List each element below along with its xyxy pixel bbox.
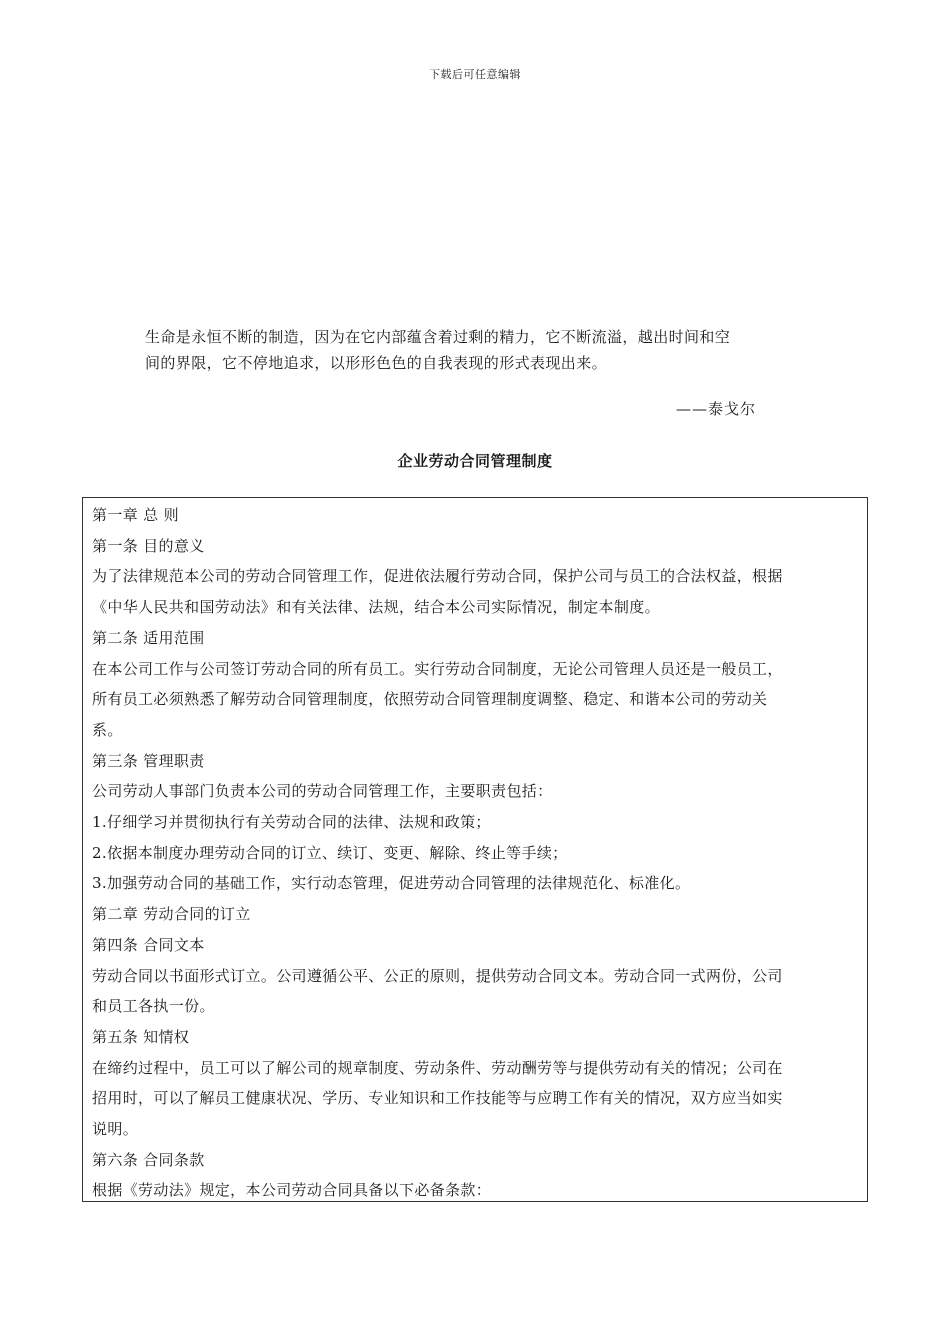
paragraph-line: 为了法律规范本公司的劳动合同管理工作，促进依法履行劳动合同，保护公司与员工的合法权益，根据 bbox=[92, 567, 783, 586]
article-heading: 第二条 适用范围 bbox=[92, 628, 205, 647]
document-title: 企业劳动合同管理制度 bbox=[397, 452, 553, 470]
document-content-box bbox=[82, 497, 868, 1202]
quote-block bbox=[145, 324, 810, 376]
quote-line: 间的界限，它不停地追求，以形形色色的自我表现的形式表现出来。 bbox=[145, 354, 608, 372]
article-heading: 第四条 合同文本 bbox=[92, 935, 205, 954]
paragraph-line: 在缔约过程中，员工可以了解公司的规章制度、劳动条件、劳动酬劳等与提供劳动有关的情况；公司在 bbox=[92, 1058, 783, 1077]
paragraph-line: 根据《劳动法》规定，本公司劳动合同具备以下必备条款： bbox=[92, 1181, 492, 1200]
chapter-heading: 第一章 总 则 bbox=[92, 506, 179, 524]
chapter-heading: 第二章 劳动合同的订立 bbox=[92, 905, 251, 924]
paragraph-line: 系。 bbox=[92, 720, 123, 739]
article-heading: 第一条 目的意义 bbox=[92, 536, 205, 555]
article-heading: 第六条 合同条款 bbox=[92, 1150, 205, 1169]
paragraph-line: 在本公司工作与公司签订劳动合同的所有员工。实行劳动合同制度，无论公司管理人员还是一般员工， bbox=[92, 659, 783, 678]
paragraph-line: 公司劳动人事部门负责本公司的劳动合同管理工作，主要职责包括： bbox=[92, 782, 553, 801]
list-item: 2.依据本制度办理劳动合同的订立、续订、变更、解除、终止等手续； bbox=[92, 843, 568, 862]
quote-attribution: ——泰戈尔 bbox=[676, 400, 757, 418]
paragraph-line: 和员工各执一份。 bbox=[92, 997, 215, 1016]
header-note: 下载后可任意编辑 bbox=[429, 68, 521, 81]
paragraph-line: 《中华人民共和国劳动法》和有关法律、法规，结合本公司实际情况，制定本制度。 bbox=[92, 598, 660, 617]
paragraph-line: 劳动合同以书面形式订立。公司遵循公平、公正的原则，提供劳动合同文本。劳动合同一式两份，公司 bbox=[92, 966, 783, 985]
paragraph-line: 招用时，可以了解员工健康状况、学历、专业知识和工作技能等与应聘工作有关的情况，双方应当如实 bbox=[92, 1089, 783, 1108]
article-heading: 第三条 管理职责 bbox=[92, 751, 205, 770]
quote-line: 生命是永恒不断的制造，因为在它内部蕴含着过剩的精力，它不断流溢，越出时间和空 bbox=[145, 328, 731, 346]
list-item: 1.仔细学习并贯彻执行有关劳动合同的法律、法规和政策； bbox=[92, 813, 491, 832]
article-heading: 第五条 知情权 bbox=[92, 1027, 190, 1046]
paragraph-line: 所有员工必须熟悉了解劳动合同管理制度，依照劳动合同管理制度调整、稳定、和谐本公司的劳动关 bbox=[92, 690, 768, 709]
list-item: 3.加强劳动合同的基础工作，实行动态管理，促进劳动合同管理的法律规范化、标准化。 bbox=[92, 874, 691, 893]
paragraph-line: 说明。 bbox=[92, 1120, 139, 1139]
